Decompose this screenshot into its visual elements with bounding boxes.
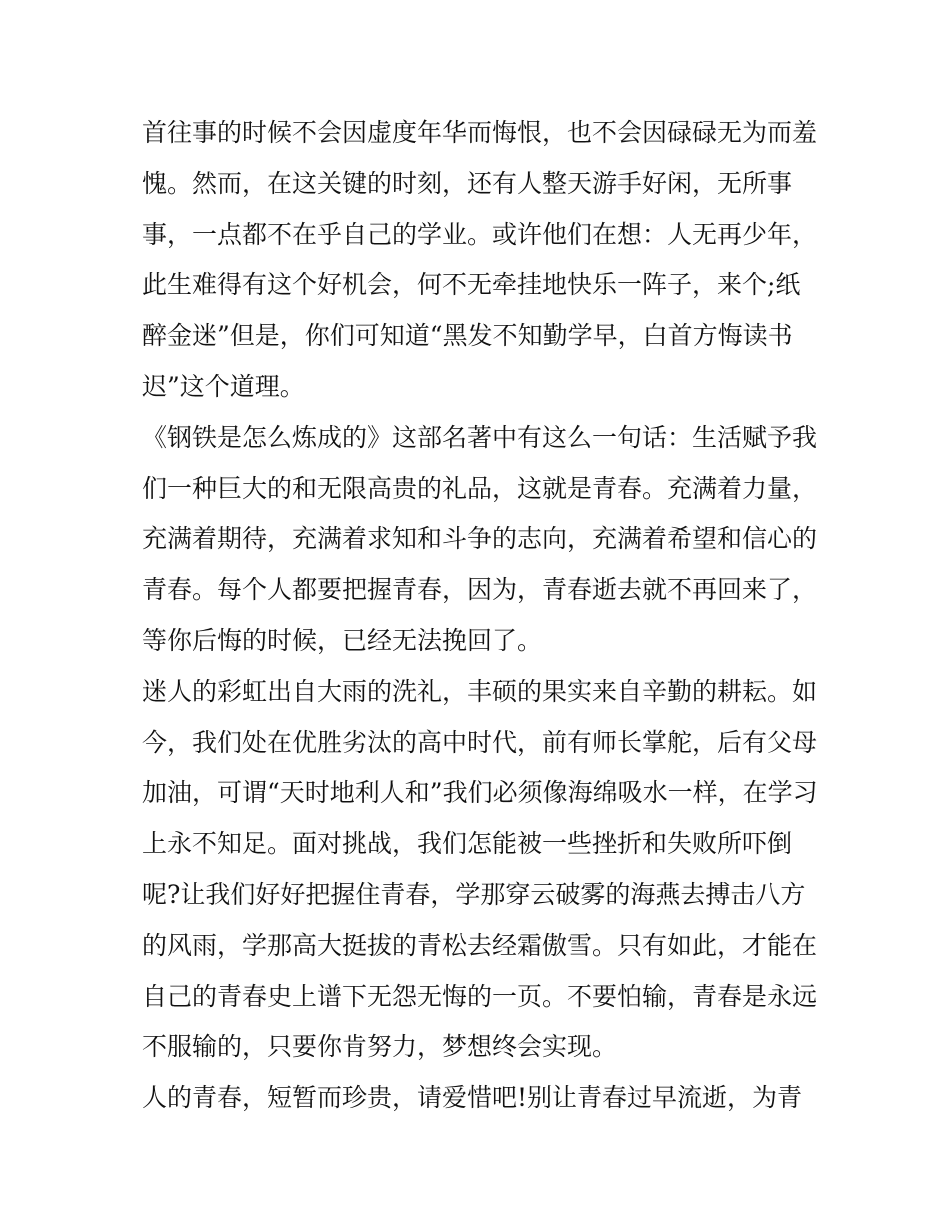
text-line-5: 醉金迷”但是，你们可知道“黑发不知勤学早，白首方悔读书: [142, 321, 793, 351]
text-line-11: 等你后悔的时候，已经无法挽回了。: [142, 625, 543, 655]
text-line-8: 们一种巨大的和无限高贵的礼品，这就是青春。充满着力量，: [142, 473, 818, 503]
text-line-3: 事，一点都不在乎自己的学业。或许他们在想：人无再少年，: [142, 219, 818, 249]
text-line-16: 呢?让我们好好把握住青春，学那穿云破雾的海燕去搏击八方: [142, 879, 806, 909]
text-line-20: 人的青春，短暂而珍贵，请爱惜吧!别让青春过早流逝，为青: [142, 1083, 803, 1113]
text-line-13: 今，我们处在优胜劣汰的高中时代，前有师长掌舵，后有父母: [142, 727, 818, 757]
text-line-18: 自己的青春史上谱下无怨无悔的一页。不要怕输，青春是永远: [142, 981, 818, 1011]
text-line-2: 愧。然而，在这关键的时刻，还有人整天游手好闲，无所事: [142, 168, 793, 198]
text-line-9: 充满着期待，充满着求知和斗争的志向，充满着希望和信心的: [142, 524, 818, 554]
text-line-7: 《钢铁是怎么炼成的》这部名著中有这么一句话：生活赋予我: [142, 422, 818, 452]
text-line-15: 上永不知足。面对挑战，我们怎能被一些挫折和失败所吓倒: [142, 829, 793, 859]
text-line-1: 首往事的时候不会因虚度年华而悔恨，也不会因碌碌无为而羞: [142, 118, 818, 147]
text-line-4: 此生难得有这个好机会，何不无牵挂地快乐一阵子，来个;纸: [142, 270, 801, 300]
body-text: [142, 108, 832, 1124]
text-line-10: 青春。每个人都要把握青春，因为，青春逝去就不再回来了，: [142, 575, 818, 605]
text-line-6: 迟”这个道理。: [142, 371, 305, 401]
text-line-17: 的风雨，学那高大挺拔的青松去经霜傲雪。只有如此，才能在: [142, 930, 818, 960]
text-line-19: 不服输的，只要你肯努力，梦想终会实现。: [142, 1032, 618, 1062]
text-line-12: 迷人的彩虹出自大雨的洗礼，丰硕的果实来自辛勤的耕耘。如: [142, 676, 818, 706]
text-line-14: 加油，可谓“天时地利人和”我们必须像海绵吸水一样，在学习: [142, 778, 818, 808]
